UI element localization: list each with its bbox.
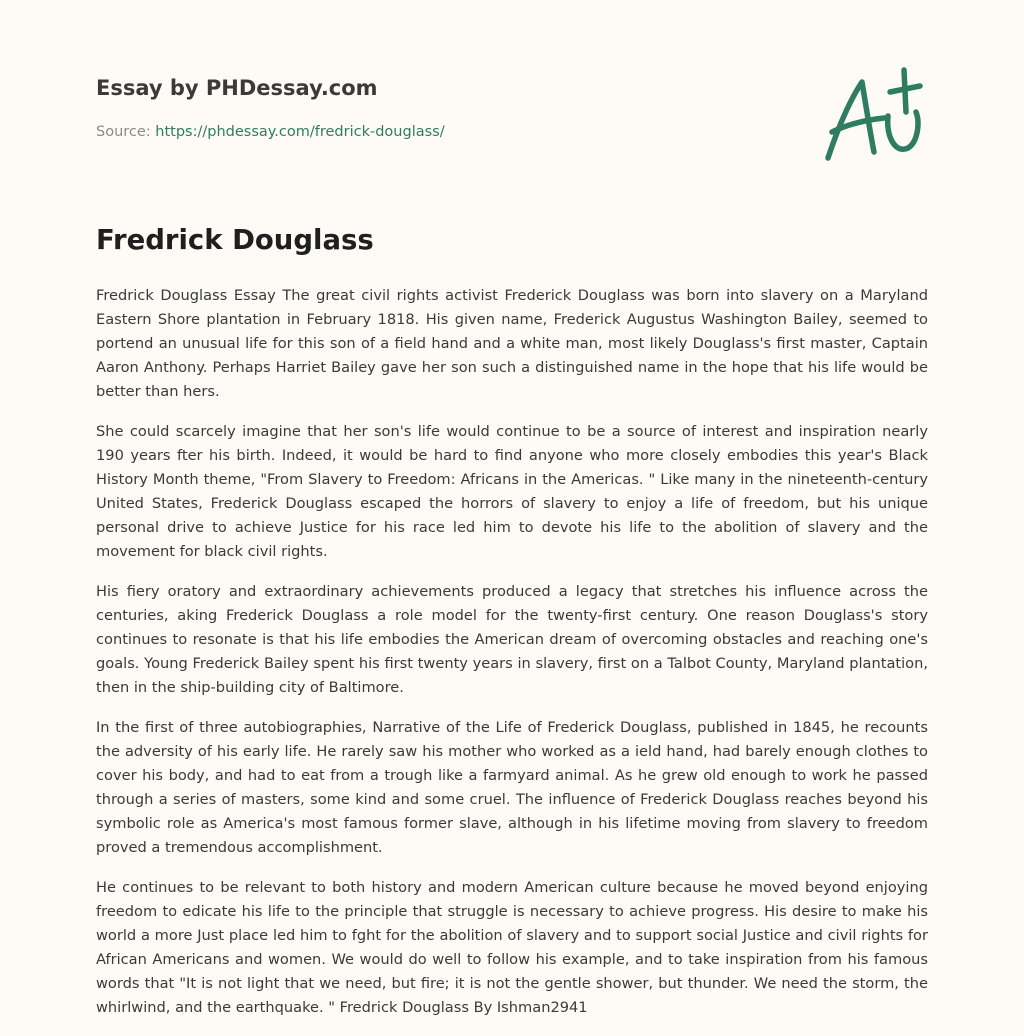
essay-body bbox=[96, 284, 928, 1036]
essay-paragraph: His fiery oratory and extraordinary achievements produced a legacy that stretches his influence across the centuries, aking Frederick Douglass a role model for the twenty-first century. One reason Douglass's story continues to resonate is that his life embodies the American dream of overcoming obstacles and reaching one's goals. Young Frederick Bailey spent his first twenty years in slavery, first on a Talbot County, Maryland plantation, then in the ship-building city of Baltimore. bbox=[96, 583, 928, 696]
brand-title: Essay by PHDessay.com bbox=[96, 76, 378, 100]
essay-paragraph: She could scarcely imagine that her son's life would continue to be a source of interest and inspiration nearly 190 years fter his birth. Indeed, it would be hard to find anyone who more closely embodies this year's Black History Month theme, "From Slavery to Freedom: Africans in the Americas. " Like many in the nineteenth-century United States, Frederick Douglass escaped the horrors of slavery to enjoy a life of freedom, but his unique personal drive to achieve Justice for his race led him to devote his life to the abolition of slavery and the movement for black civil rights. bbox=[96, 423, 928, 560]
source-line bbox=[96, 124, 445, 140]
source-link[interactable]: https://phdessay.com/fredrick-douglass/ bbox=[155, 124, 445, 140]
source-label: Source: bbox=[96, 124, 156, 140]
a-plus-grade-icon bbox=[822, 66, 928, 166]
essay-paragraph: Fredrick Douglass Essay The great civil rights activist Frederick Douglass was born into slavery on a Maryland Eastern Shore plantation in February 1818. His given name, Frederick Augustus Washington Bailey, seemed to portend an unusual life for this son of a field hand and a white man, most likely Douglass's first master, Captain Aaron Anthony. Perhaps Harriet Bailey gave her son such a distinguished name in the hope that his life would be better than hers. bbox=[96, 287, 928, 400]
essay-paragraph: He continues to be relevant to both history and modern American culture because he moved beyond enjoying freedom to edicate his life to the principle that struggle is necessary to achieve progress. His desire to make his world a more Just place led him to fght for the abolition of slavery and to support social Justice and civil rights for African Americans and women. We would do well to follow his example, and to take inspiration from his famous words that "It is not light that we need, but fire; it is not the gentle shower, but thunder. We need the storm, the whirlwind, and the earthquake. " Fredrick Douglass By Ishman2941 bbox=[96, 879, 928, 1016]
essay-title: Fredrick Douglass bbox=[96, 224, 374, 256]
essay-paragraph: In the first of three autobiographies, Narrative of the Life of Frederick Douglass, published in 1845, he recounts the adversity of his early life. He rarely saw his mother who worked as a ield hand, had barely enough clothes to cover his body, and had to eat from a trough like a farmyard animal. As he grew old enough to work he passed through a series of masters, some kind and some cruel. The influence of Frederick Douglass reaches beyond his symbolic role as America's most famous former slave, although in his lifetime moving from slavery to freedom proved a tremendous accomplishment. bbox=[96, 719, 928, 856]
document-page bbox=[96, 0, 928, 1036]
